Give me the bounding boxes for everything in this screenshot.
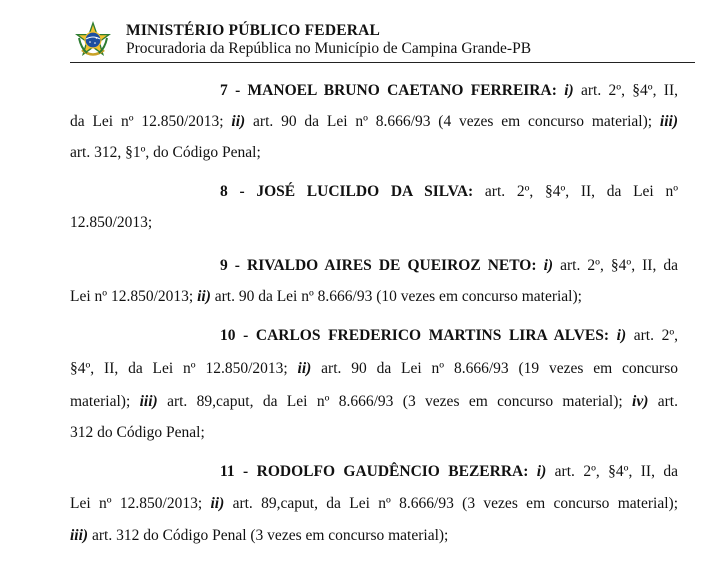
text-line [70,493,678,515]
text-line [220,255,678,277]
text-segment: art. 89,caput, da Lei nº 8.666/93 (3 vezes em concurso material); [157,393,633,410]
text-segment: material); [70,393,140,410]
item-marker: ii) [297,360,312,377]
defendant-name: 11 - RODOLFO GAUDÊNCIO BEZERRA: [220,463,529,480]
institution-subtitle: Procuradoria da República no Município de Campina Grande-PB [126,40,532,57]
text-segment: da Lei nº 12.850/2013; [70,113,232,130]
text-segment: 12.850/2013; [70,214,153,231]
text-line [70,142,678,164]
text-segment: art. 2º, [626,327,678,344]
text-segment: art. 90 da Lei nº 8.666/93 (10 vezes em concurso material); [210,288,582,305]
item-marker: i) [543,257,554,274]
text-segment: art. 89,caput, da Lei nº 8.666/93 (3 vezes em concurso material); [224,495,678,512]
item-marker: i) [616,327,627,344]
item-marker: iv) [632,393,649,410]
text-segment: art. [648,393,678,410]
text-line [70,422,678,444]
text-line [220,181,678,203]
text-line [70,358,678,380]
text-segment: art. 312, §1º, do Código Penal; [70,144,261,161]
text-line [70,286,678,308]
text-segment: Lei nº 12.850/2013; [70,288,198,305]
text-segment: art. 312 do Código Penal (3 vezes em concurso material); [88,527,449,544]
header-divider [70,62,695,63]
text-segment: art. 2º, §4º, II, [573,82,678,99]
item-marker: iii) [139,393,158,410]
text-segment: art. 2º, §4º, II, da [553,257,678,274]
text-segment: art. 2º, §4º, II, da Lei nº [473,183,678,200]
text-segment: §4º, II, da Lei nº 12.850/2013; [70,360,298,377]
item-marker: iii) [70,527,89,544]
defendant-name: 10 - CARLOS FREDERICO MARTINS LIRA ALVES: [220,327,610,344]
text-segment [537,257,544,274]
text-line [70,212,678,234]
text-segment: art. 90 da Lei nº 8.666/93 (4 vezes em concurso material); [245,113,660,130]
text-line [220,461,678,483]
text-line [70,111,678,133]
text-segment: art. 2º, §4º, II, da [546,463,678,480]
text-segment: art. 90 da Lei nº 8.666/93 (19 vezes em concurso [311,360,678,377]
text-segment: 312 do Código Penal; [70,424,205,441]
defendant-name: 7 - MANOEL BRUNO CAETANO FERREIRA: [220,82,557,99]
text-line [70,391,678,413]
item-marker: ii) [231,113,246,130]
text-line [220,80,678,102]
defendant-name: 9 - RIVALDO AIRES DE QUEIROZ NETO: [220,257,537,274]
coat-of-arms-icon [73,20,113,60]
document-header [70,18,695,64]
item-marker: i) [564,82,574,99]
defendant-name: 8 - JOSÉ LUCILDO DA SILVA: [220,183,474,200]
text-segment [609,327,617,344]
item-marker: iii) [659,113,678,130]
text-segment: Lei nº 12.850/2013; [70,495,211,512]
item-marker: i) [536,463,547,480]
text-line [70,525,678,547]
text-line [220,325,678,347]
text-segment [528,463,536,480]
item-marker: ii) [197,288,211,305]
item-marker: ii) [210,495,225,512]
institution-title: MINISTÉRIO PÚBLICO FEDERAL [126,22,381,39]
